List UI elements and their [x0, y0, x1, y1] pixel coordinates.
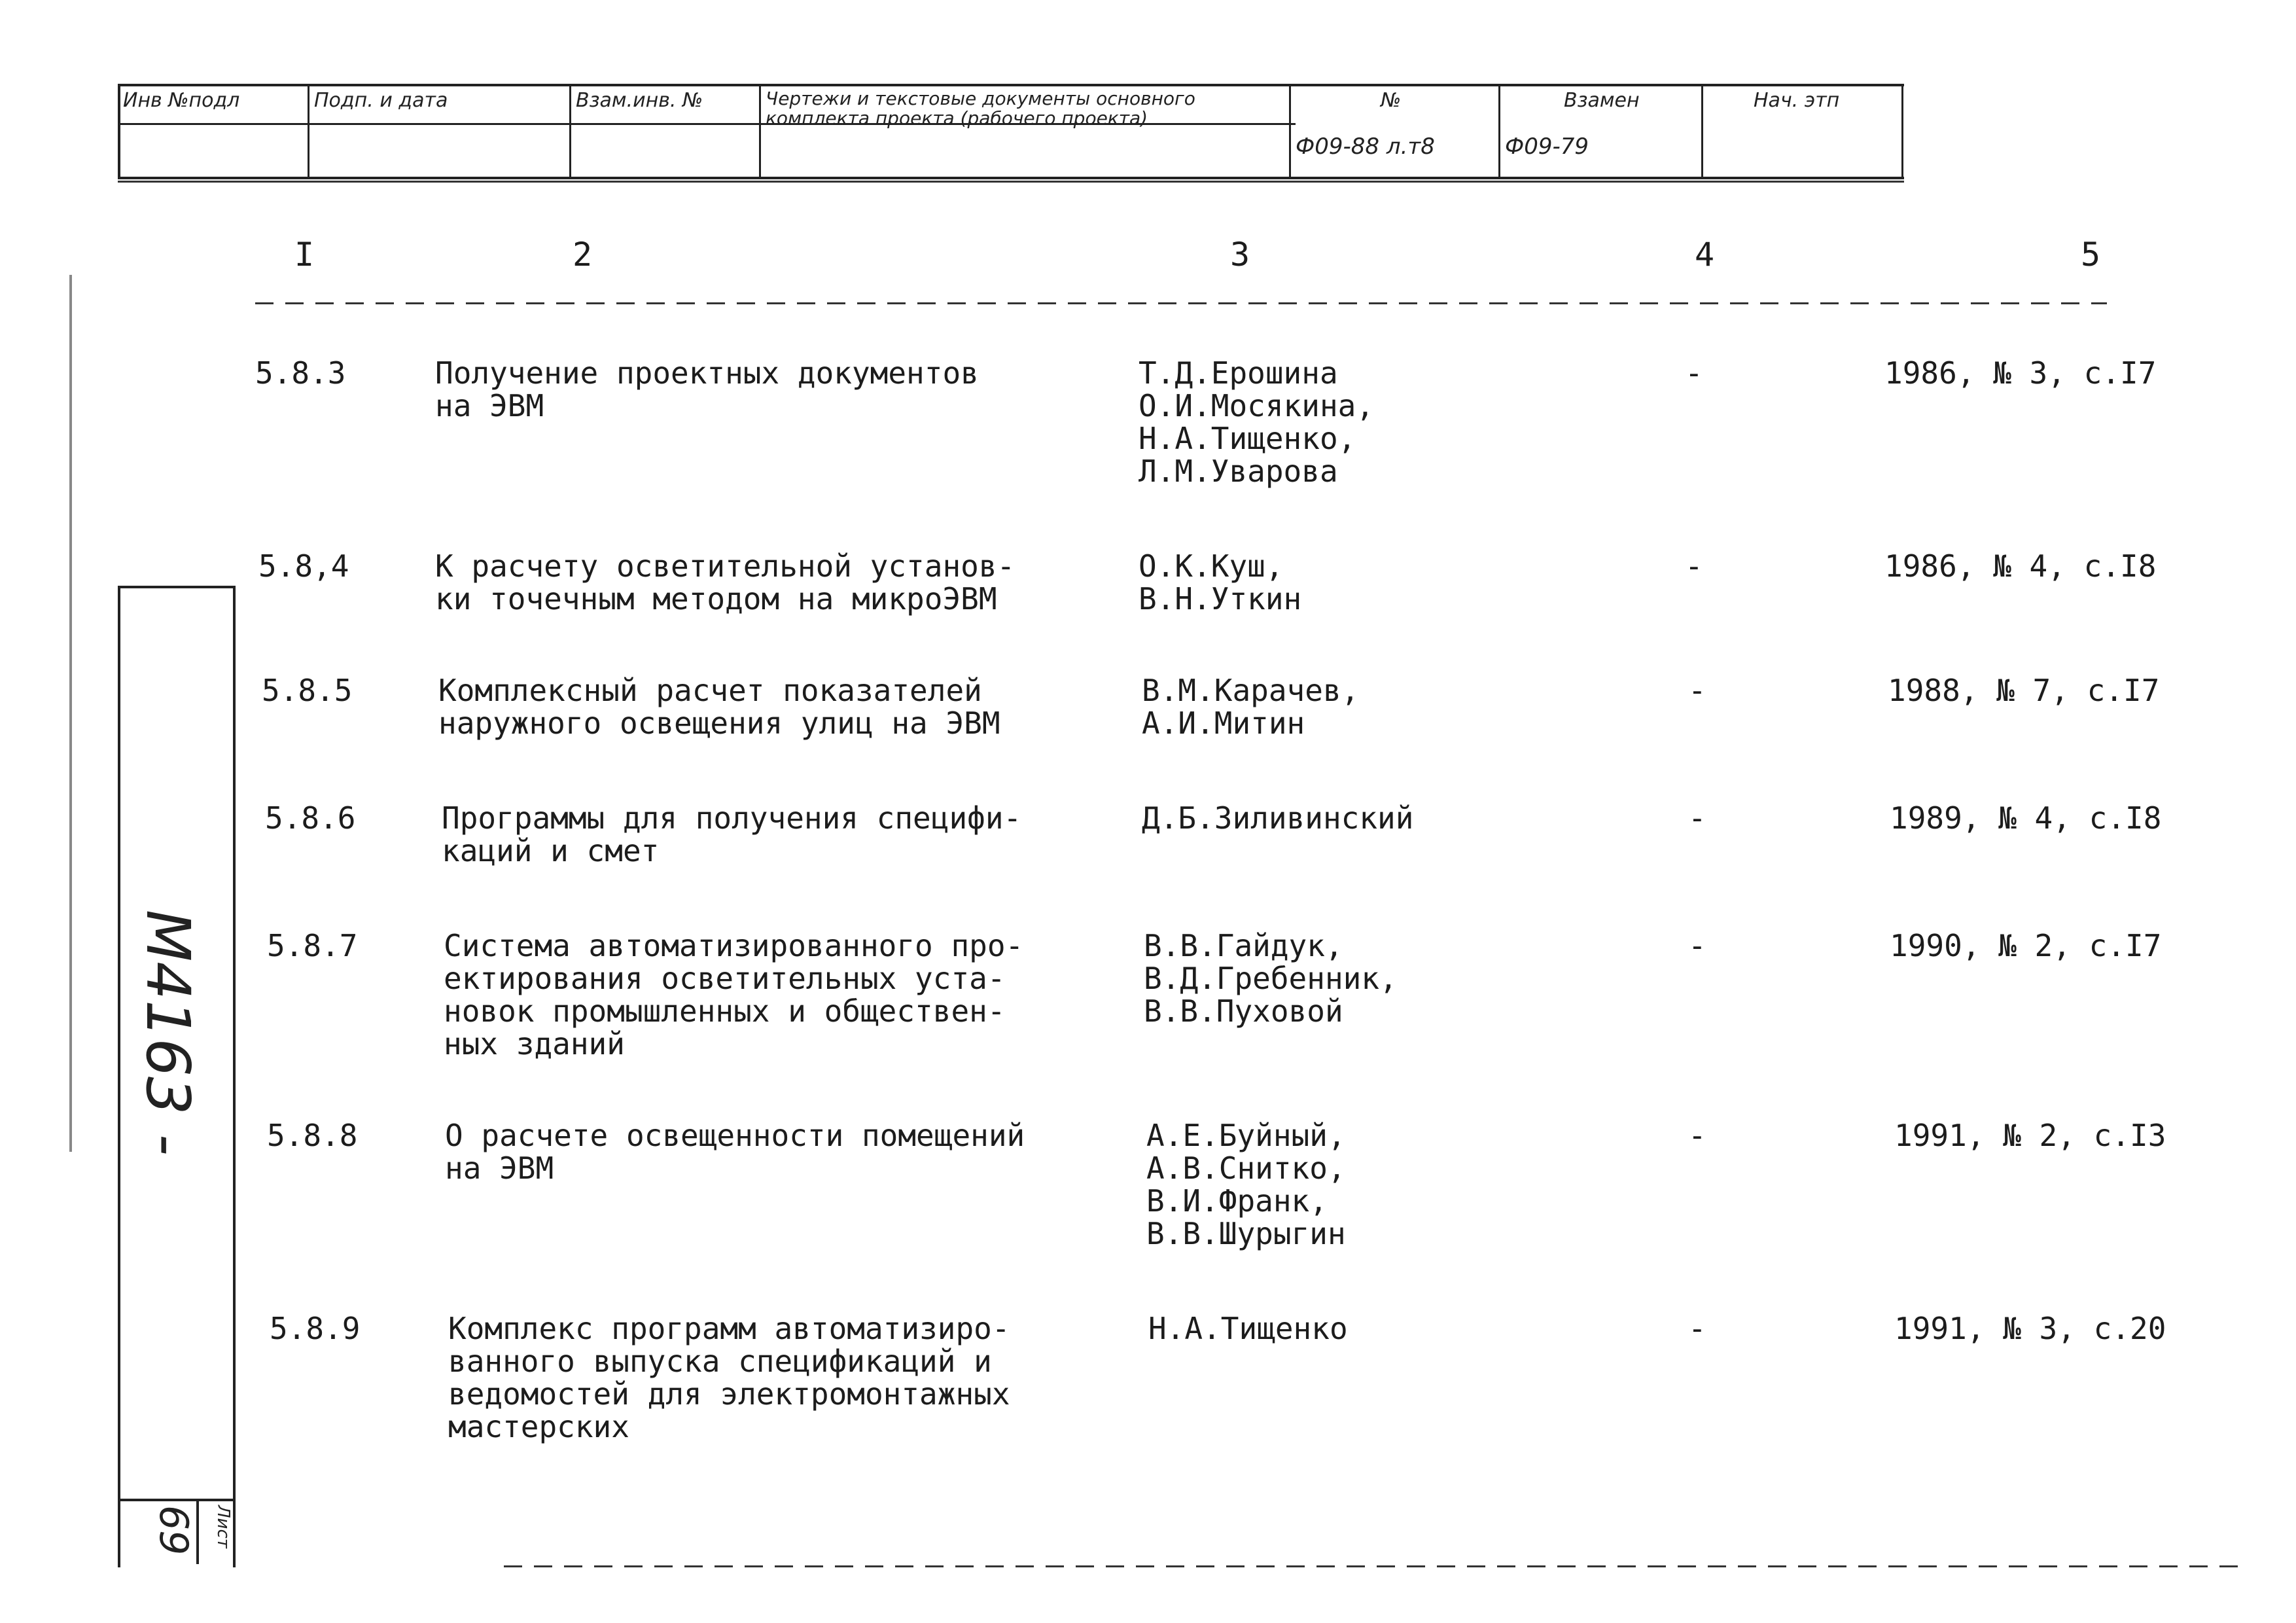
sheet-label: Лист: [213, 1505, 233, 1548]
row-note: -: [1688, 928, 1706, 963]
header-separator: [255, 302, 2107, 304]
column-number-3: 3: [1230, 236, 1250, 274]
margin-frame-divider: [118, 1499, 236, 1501]
row-title: Комплексный расчет показателей наружного освещения улиц на ЭВМ: [438, 673, 1000, 741]
title-block-stamp: [118, 84, 1904, 179]
row-note: -: [1688, 673, 1706, 708]
row-authors: О.К.Куш, В.Н.Уткин: [1139, 548, 1302, 616]
row-authors: Д.Б.Зиливинский: [1142, 800, 1414, 836]
row-source: 1988, № 7, с.I7: [1888, 673, 2160, 708]
row-title: Система автоматизированного про- ектирования осветительных уста- новок промышленных и обществен- ных зданий: [444, 928, 1024, 1061]
row-title: К расчету осветительной установ- ки точечным методом на микроЭВМ: [435, 548, 1016, 616]
inventory-stamp: М4163 -: [133, 910, 203, 1156]
row-note: -: [1685, 355, 1703, 391]
stamp-underline: [118, 181, 1904, 183]
stamp-header-start: Нач. этп: [1754, 89, 1840, 112]
column-number-4: 4: [1695, 236, 1715, 274]
column-number-5: 5: [2081, 236, 2101, 274]
row-note: -: [1685, 548, 1703, 584]
bottom-rule: [504, 1565, 2238, 1567]
column-number-1: I: [294, 236, 315, 274]
stamp-doc-value: Ф09-88 л.т8: [1296, 134, 1435, 160]
row-source: 1989, № 4, с.I8: [1890, 800, 2162, 836]
margin-rule: [69, 275, 72, 1152]
stamp-header-number: №: [1381, 89, 1402, 112]
row-source: 1991, № 3, с.20: [1894, 1311, 2166, 1346]
row-note: -: [1688, 1311, 1706, 1346]
row-authors: В.В.Гайдук, В.Д.Гребенник, В.В.Пуховой: [1144, 928, 1398, 1029]
row-source: 1991, № 2, с.I3: [1894, 1118, 2166, 1153]
row-number: 5.8.6: [265, 800, 356, 836]
row-source: 1990, № 2, с.I7: [1890, 928, 2162, 963]
column-number-2: 2: [573, 236, 593, 274]
row-source: 1986, № 4, с.I8: [1884, 548, 2157, 584]
row-note: -: [1688, 800, 1706, 836]
row-authors: Т.Д.Ерошина О.И.Мосякина, Н.А.Тищенко, Л.М.Уварова: [1139, 355, 1375, 489]
stamp-replace-value: Ф09-79: [1505, 134, 1589, 160]
stamp-header-inventory: Инв №подл: [123, 89, 240, 112]
row-authors: В.М.Карачев, А.И.Митин: [1142, 673, 1360, 741]
stamp-header-signature: Подп. и дата: [314, 89, 448, 112]
row-note: -: [1688, 1118, 1706, 1153]
row-number: 5.8.8: [267, 1118, 358, 1153]
row-authors: Н.А.Тищенко: [1148, 1311, 1348, 1346]
sheet-number: 69: [150, 1505, 196, 1556]
row-number: 5.8.5: [262, 673, 353, 708]
row-title: О расчете освещенности помещений на ЭВМ: [445, 1118, 1025, 1186]
row-number: 5.8.3: [255, 355, 346, 391]
row-number: 5.8,4: [258, 548, 349, 584]
row-title: Программы для получения специфи- каций и смет: [442, 800, 1022, 868]
margin-sheet-divider: [196, 1499, 199, 1564]
row-title: Получение проектных документов на ЭВМ: [435, 355, 979, 423]
stamp-header-drawings: Чертежи и текстовые документы основного комплекта проекта (рабочего проекта): [766, 88, 1195, 129]
row-authors: А.Е.Буйный, А.В.Снитко, В.И.Франк, В.В.Шурыгин: [1146, 1118, 1346, 1251]
row-source: 1986, № 3, с.I7: [1884, 355, 2157, 391]
stamp-header-replace-inv: Взам.инв. №: [576, 89, 703, 112]
row-title: Комплекс программ автоматизиро- ванного выпуска спецификаций и ведомостей для электромонтажных мастерских: [448, 1311, 1010, 1444]
row-number: 5.8.9: [270, 1311, 361, 1346]
row-number: 5.8.7: [267, 928, 358, 963]
stamp-header-replacement: Взамен: [1564, 89, 1640, 112]
